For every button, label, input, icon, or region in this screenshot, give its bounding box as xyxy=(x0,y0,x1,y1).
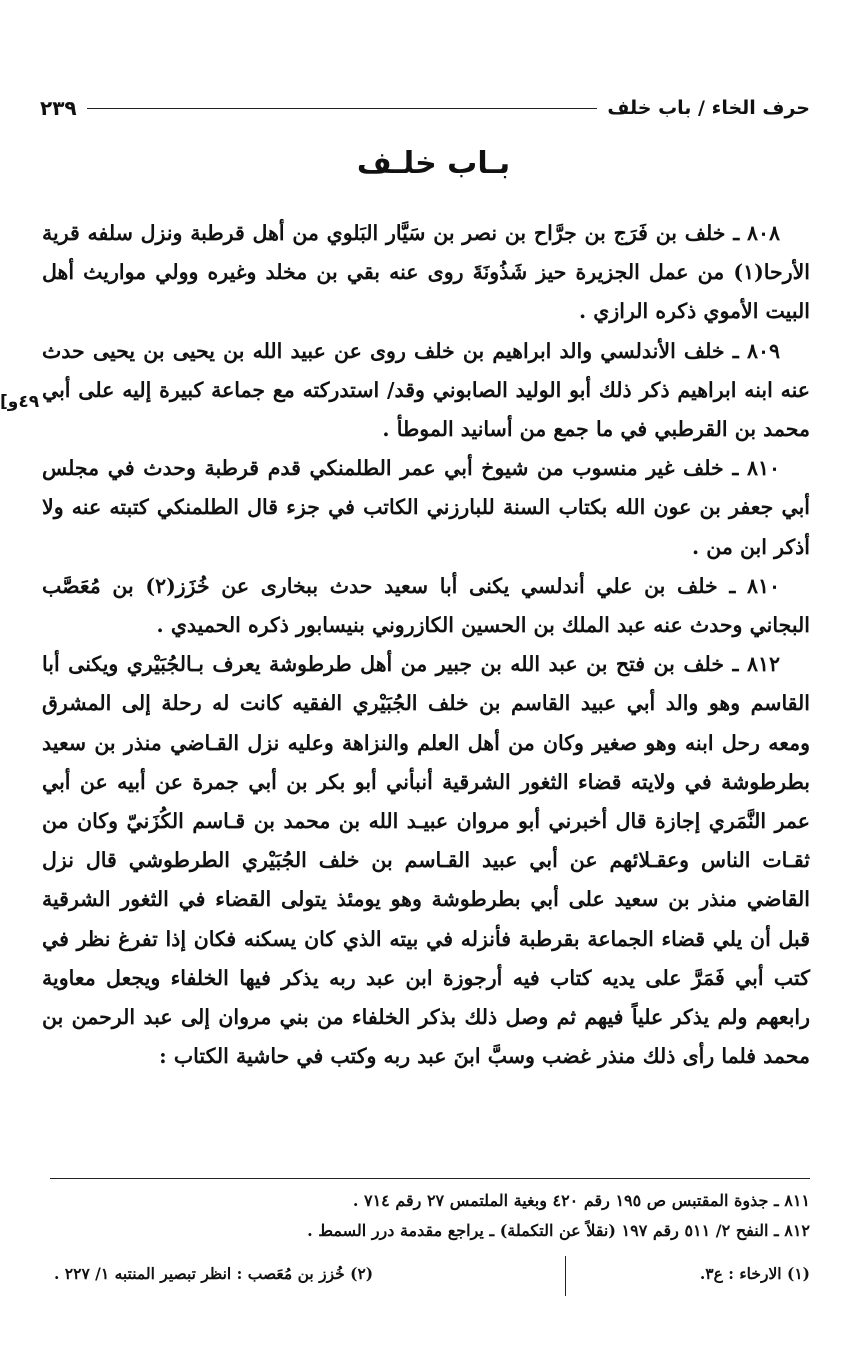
reference-812: ٨١٢ ـ النفح ٢/ ٥١١ رقم ١٩٧ (نقلاً عن التكملة) ـ يراجع مقدمة درر السمط . xyxy=(307,1221,810,1240)
running-title: حرف الخاء / باب خلف xyxy=(607,97,810,119)
footnotes xyxy=(50,1264,810,1283)
entry-809: ٨٠٩ ـ خلف الأندلسي والد ابراهيم بن خلف روى عن عبيد الله بن يحيى بن يحيى حدث عنه ابنه ابراهيم ذكر ذلك أبو الوليد الصابوني وقد/ استدركته مع جماعة كبيرة إليه على أبي محمد بن القرطبي في ما جمع من أسانيد الموطأ . xyxy=(42,338,810,442)
main-text xyxy=(42,214,810,1076)
reference-811: ٨١١ ـ جذوة المقتبس ص ١٩٥ رقم ٤٢٠ وبغية الملتمس ٢٧ رقم ٧١٤ . xyxy=(352,1191,810,1210)
source-references xyxy=(50,1186,810,1246)
chapter-title: بـاب خلـف xyxy=(356,146,511,181)
running-header xyxy=(40,94,810,122)
footnote-separator xyxy=(50,1178,810,1179)
entry-810: ٨١٠ ـ خلف غير منسوب من شيوخ أبي عمر الطلمنكي قدم قرطبة وحدث في مجلس أبي جعفر بن عون الله بكتاب السنة للبارزني الكاتب في جزء قال الطلمنكي كتبته عنه ولا أذكر ابن من . xyxy=(42,456,810,559)
page-number: ٢٣٩ xyxy=(40,96,77,120)
header-rule xyxy=(87,108,598,109)
margin-folio-note: [٤٩و xyxy=(0,392,40,412)
entry-812: ٨١٢ ـ خلف بن فتح بن عبد الله بن جبير من أهل طرطوشة يعرف بـالجُبَيْري ويكنى أبا القاسم وهو والد أبي عبيد القاسم بن خلف الجُبَيْري الفقيه كانت له رحلة إلى المشرق ومعه رحل ابنه وهو صغير وكان من أهل العلم والنزاهة وعليه نزل القـاضي منذر بن سعيد بطرطوشة في ولايته قضاء الثغور الشرقية أنبأني أبو بكر بن أبي جمرة عن أبيه عن أبي عمر النَّمَري إجازة قال أخبرني أبو مروان عبيـد الله بن محمد بن قـاسم الكُزَنيّ وكان من ثقـات الناس وعقـلائهم عن أبي عبيد القـاسم بن خلف الجُبَيْري الطرطوشي قال نزل القاضي منذر بن سعيد على أبي بطرطوشة وهو يومئذ يتولى القضاء في الثغور الشرقية قبل أن يلي قضاء الجماعة بقرطبة فأنزله في بيته الذي كان يسكنه فكان إذا تفرغ نظر في كتب أبي فَمَرَّ على يديه كتاب فيه أرجوزة ابن عبد ربه يذكر فيها الخلفاء ويجعل معاوية رابعهم ولم يذكر علياً فيهم ثم وصل ذلك بذكر الخلفاء من بني مروان إلى عبد الرحمن بن محمد فلما رأى ذلك منذر غضب وسبَّ ابنَ عبد ربه وكتب في حاشية الكتاب : xyxy=(42,652,810,1069)
entry-811: ٨١٠ ـ خلف بن علي أندلسي يكنى أبا سعيد حدث ببخارى عن خُزَز(٢) بن مُعَصَّب البجاني وحدث عنه عبد الملك بن الحسين الكازروني بنيسابور ذكره الحميدي . xyxy=(42,573,810,638)
footnote-2: (٢) خُزز بن مُعَصب : انظر تبصير المنتبه ١/ ٢٢٧ . xyxy=(54,1264,374,1283)
footnote-1: (١) الارخاء : ع٣. xyxy=(699,1264,810,1283)
entry-808: ٨٠٨ ـ خلف بن فَرَج بن جرَّاح بن نصر بن سَيَّار البَلوي من أهل قرطبة ونزل سلفه قرية الأرحا(١) من عمل الجزيرة حيز شَذُونَةَ روى عنه بقي بن مخلد وغيره وولي مواريث أهل البيت الأموي ذكره الرازي . xyxy=(42,221,810,324)
